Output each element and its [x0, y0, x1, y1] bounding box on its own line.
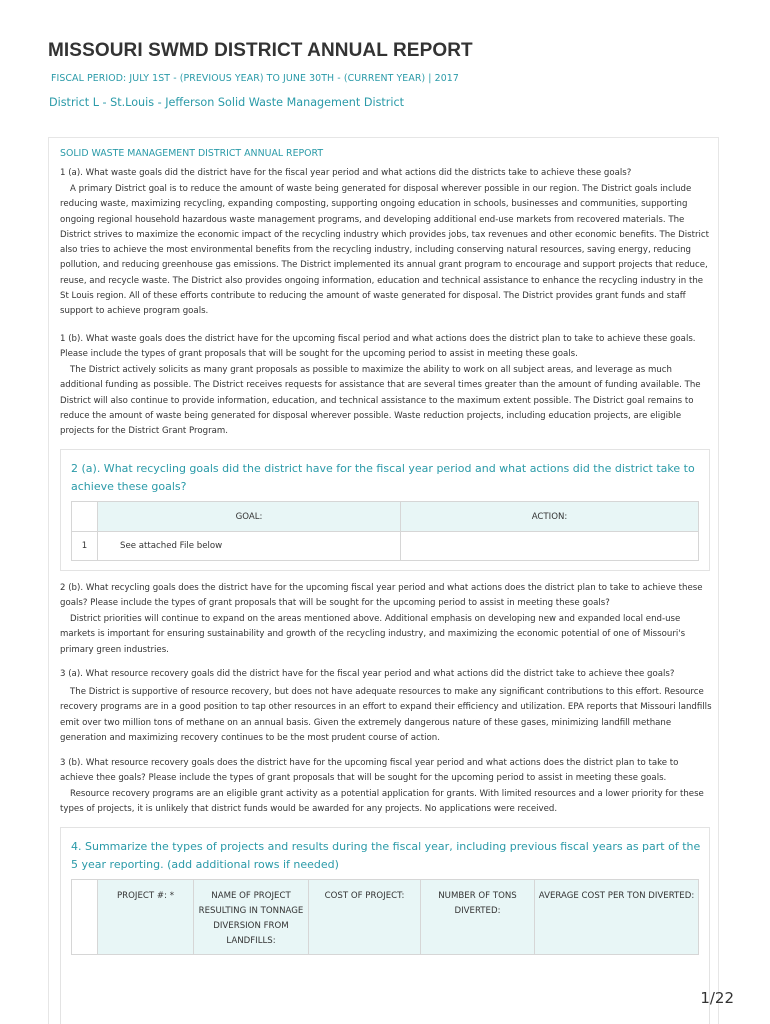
question-2a: 2 (a). What recycling goals did the district have for the fiscal year period and what actions did the district take to achieve these goals?	[71, 462, 695, 493]
fiscal-period: FISCAL PERIOD: JULY 1ST - (PREVIOUS YEAR) TO JUNE 30TH - (CURRENT YEAR) | 2017	[51, 73, 459, 84]
answer-2b: District priorities will continue to expand on the areas mentioned above. Additional emphasis on developing new and expanded local end-use markets is important for ensuring sustainability and growth of the recycling industry, and maximizing the economic potential of one of Missouri's primary green industries.	[60, 614, 686, 655]
question-4: 4. Summarize the types of projects and results during the fiscal year, including previous fiscal years as part of the 5 year reporting. (add additional rows if needed)	[71, 840, 701, 871]
section-title: SOLID WASTE MANAGEMENT DISTRICT ANNUAL REPORT	[60, 148, 324, 159]
action-header: ACTION:	[401, 502, 699, 532]
project-cost-header: COST OF PROJECT:	[309, 880, 421, 955]
goal-header: GOAL:	[98, 502, 401, 532]
question-3a: 3 (a). What resource recovery goals did the district have for the fiscal year period and what actions did the district take to achieve thee goals?	[60, 669, 675, 679]
report-title: MISSOURI SWMD DISTRICT ANNUAL REPORT	[48, 40, 473, 61]
goal-table-header-row	[72, 502, 699, 532]
answer-1a: A primary District goal is to reduce the amount of waste being generated for disposal wherever possible in our region. The District goals include reducing waste, maximizing recycling, expanding composting, supporting ongoing education in schools, businesses and communities, supporting ongoing regional household hazardous waste management programs, and developing additional end-use markets from recovered materials. The District strives to maximize the economic impact of the recycling industry which provides jobs, tax revenues and other economic benefits. The District also tries to achieve the most environmental benefits from the recycling industry, including conserving natural resources, saving energy, reducing pollution, and reducing greenhouse gas emissions. The District implemented its annual grant program to encourage and support projects that reduce, reuse, and recycle waste. The District also provides ongoing information, education and technical assistance to enhance the recycling industry in the St Louis region. All of these efforts contribute to reducing the amount of waste generated for disposal. The District provides grant funds and staff support to achieve program goals.	[60, 184, 710, 317]
answer-3a: The District is supportive of resource recovery, but does not have adequate resources to make any significant contributions to this effort. Resource recovery programs are in a good position to tap other resources in an effort to expand their efficiency and utilization. EPA reports that Missouri landfills emit over two million tons of methane on an annual basis. Given the extremely dangerous nature of these gases, minimizing landfill methane generation and maximizing recovery continues to be the most prudent course of action.	[60, 687, 712, 743]
answer-3b: Resource recovery programs are an eligible grant activity as a potential application for grants. With limited resources and a lower priority for these types of projects, it is unlikely that district funds would be awarded for any projects. No applications were received.	[60, 789, 704, 815]
row-number-header	[72, 502, 98, 532]
answer-1b: The District actively solicits as many grant proposals as possible to maximize the ability to work on all subject areas, and leverage as much additional funding as possible. The District receives requests for assistance that are several times greater than the amount of funding available. The District will also continue to provide information, education, and technical assistance to the maximum extent possible. The District goal remains to reduce the amount of waste being generated for disposal wherever possible. Waste reduction projects, including education projects, are eligible projects for the District Grant Program.	[60, 365, 701, 437]
project-name-header: NAME OF PROJECT RESULTING IN TONNAGE DIVERSION FROM LANDFILLS:	[194, 880, 309, 955]
row-number-header	[72, 880, 98, 955]
goal-cell[interactable]: See attached File below	[98, 532, 401, 561]
question-1a: 1 (a). What waste goals did the district have for the fiscal year period and what actions did the districts take to achieve these goals?	[60, 168, 632, 178]
goal-action-table	[71, 501, 699, 561]
projects-table-header-row	[72, 880, 699, 955]
table-row	[72, 532, 699, 561]
action-cell[interactable]	[401, 532, 699, 561]
question-1b: 1 (b). What waste goals does the district have for the upcoming fiscal period and what actions does the district plan to take to achieve these goals. Please include the types of grant proposals that will be sought for the upcoming period to assist in meeting these goals.	[60, 334, 696, 360]
question-2b: 2 (b). What recycling goals does the district have for the upcoming fiscal year period and what actions does the district plan to take to achieve these goals? Please include the types of grant proposals that will be sought for the upcoming period to assist in meeting these goals?	[60, 583, 703, 609]
question-3b: 3 (b). What resource recovery goals does the district have for the upcoming fiscal year period and what actions does the district plan to take to achieve thee goals? Please include the types of grant proposals that will be sought for the upcoming period to assist in meeting these goals.	[60, 758, 679, 784]
projects-table	[71, 879, 699, 955]
row-number: 1	[72, 532, 98, 561]
avg-cost-header: AVERAGE COST PER TON DIVERTED:	[535, 880, 699, 955]
page-number: 1/22	[700, 989, 734, 1007]
tons-diverted-header: NUMBER OF TONS DIVERTED:	[421, 880, 535, 955]
project-number-header: PROJECT #: *	[98, 880, 194, 955]
district-name: District L - St.Louis - Jefferson Solid Waste Management District	[49, 96, 405, 109]
